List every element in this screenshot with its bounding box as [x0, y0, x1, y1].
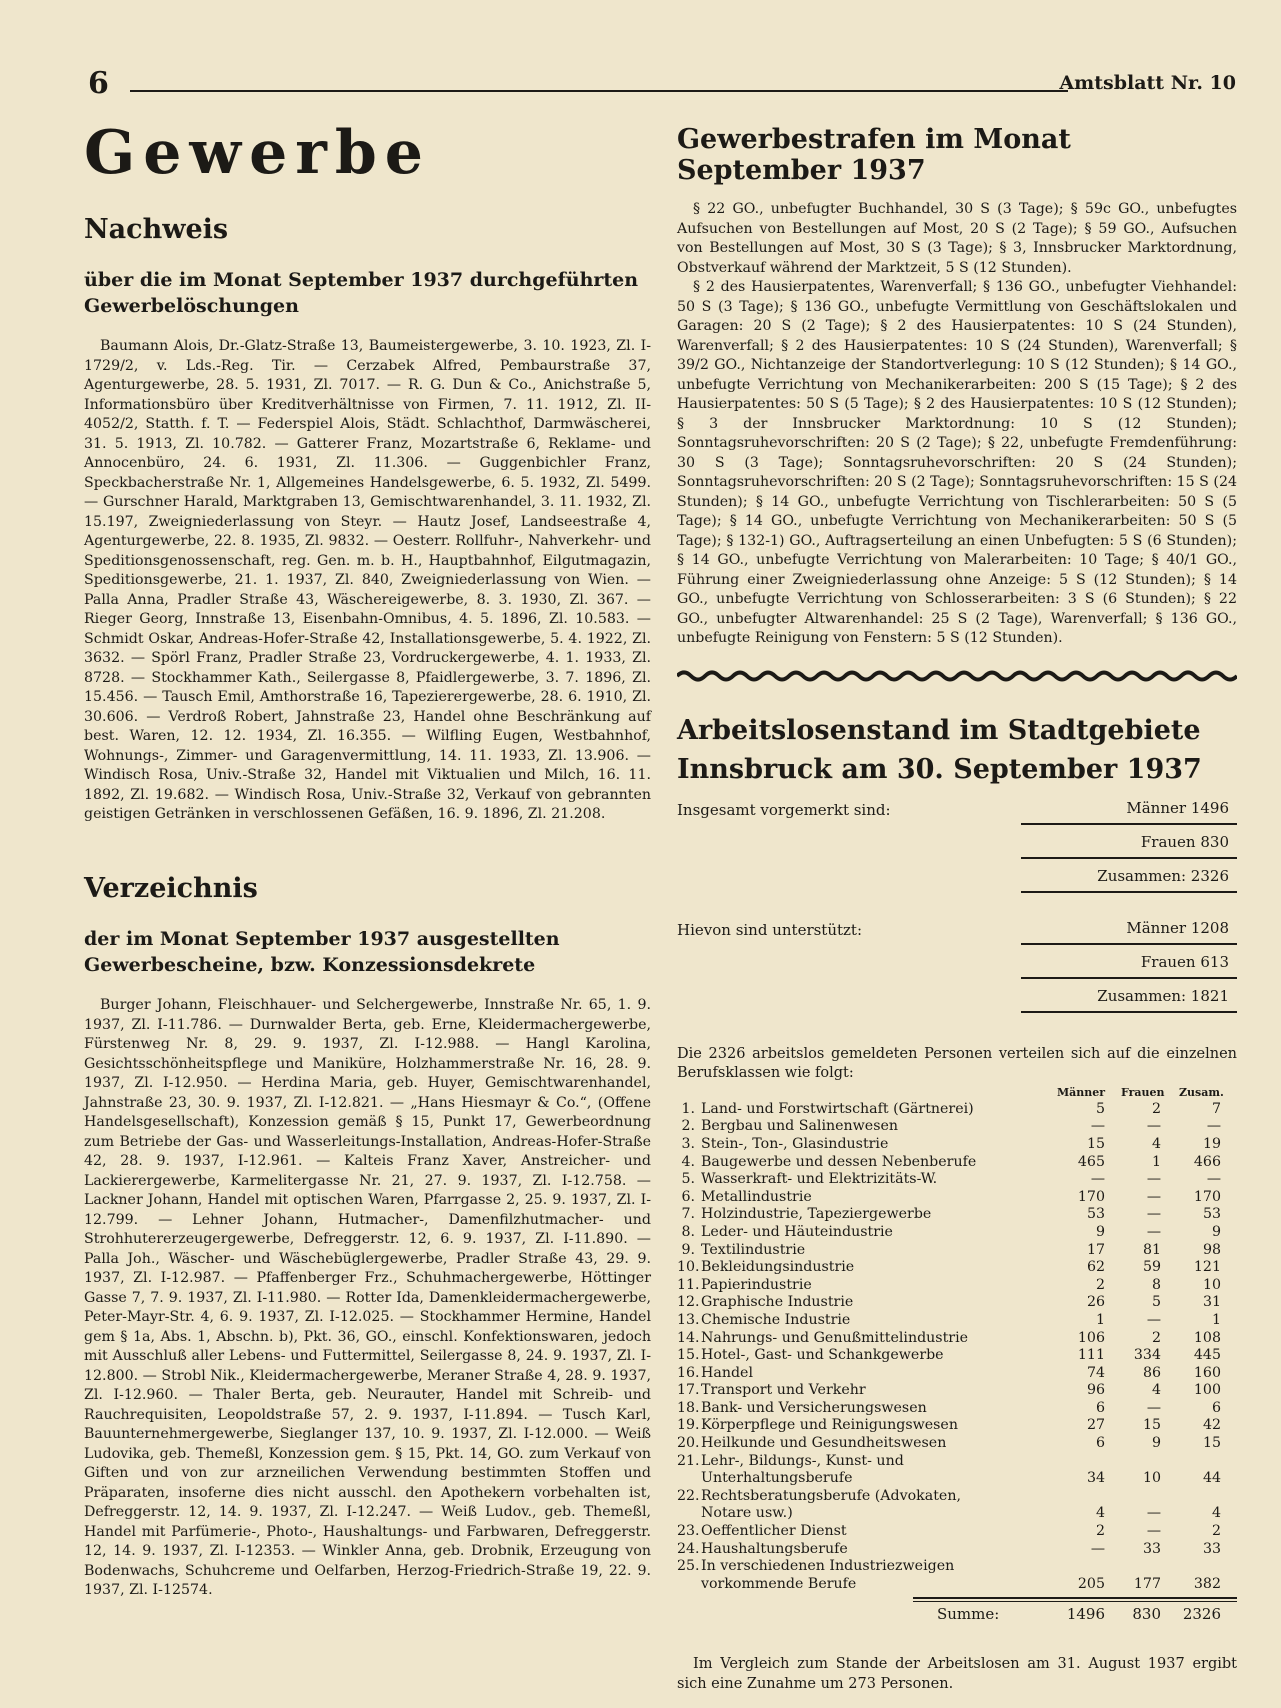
sum-row: Summe: 1496 830 2326	[677, 1597, 1237, 1627]
row-number: 14.	[677, 1329, 700, 1346]
row-zusammen: 445	[1193, 1347, 1221, 1364]
row-occupation: Leder- und Häuteindustrie	[701, 1223, 893, 1240]
row-occupation: Graphische Industrie	[701, 1294, 854, 1311]
table-intro: Die 2326 arbeitslos gemeldeten Personen verteilen sich auf die einzelnen Berufsklassen wie folgt:	[677, 1045, 1237, 1081]
table-row	[677, 1242, 1237, 1260]
stat-block-unterstuetzt	[677, 919, 1237, 1039]
row-occupation: Baugewerbe und dessen Nebenberufe	[701, 1153, 977, 1170]
row-number: 3.	[681, 1135, 695, 1152]
row-number: 5.	[681, 1171, 695, 1188]
row-zusammen: 121	[1193, 1259, 1221, 1276]
row-frauen: 59	[1142, 1259, 1161, 1276]
right-column	[677, 118, 1237, 1694]
row-maenner: 9	[1095, 1223, 1105, 1240]
row-zusammen: —	[1206, 1118, 1221, 1135]
occupation-table	[677, 1101, 1237, 1594]
table-row	[677, 1118, 1237, 1136]
row-frauen: 2	[1151, 1329, 1161, 1346]
table-row	[677, 1224, 1237, 1242]
row-occupation: Heilkunde und Gesundheitswesen	[701, 1435, 947, 1452]
row-frauen: —	[1146, 1206, 1161, 1223]
row-frauen: 81	[1142, 1241, 1161, 1258]
row-zusammen: 9	[1211, 1223, 1221, 1240]
nachweis-heading: Nachweis	[84, 214, 229, 245]
table-row	[677, 1101, 1237, 1119]
row-number: 11.	[677, 1276, 700, 1293]
row-maenner: 1	[1095, 1311, 1105, 1328]
row-frauen: 2	[1151, 1100, 1161, 1117]
row-number: 8.	[681, 1223, 695, 1240]
row-zusammen: 33	[1202, 1540, 1221, 1557]
row-number: 19.	[677, 1417, 700, 1434]
row-occupation: Transport und Verkehr	[701, 1382, 866, 1399]
row-number: 18.	[677, 1399, 700, 1416]
row-number: 24.	[677, 1540, 700, 1557]
nachweis-subheading: über die im Monat September 1937 durchgeführten Gewerbelöschungen	[84, 269, 639, 318]
table-row	[677, 1523, 1237, 1541]
table-row	[677, 1488, 1237, 1523]
strafen-paragraph-1: § 22 GO., unbefugter Buchhandel, 30 S (3 Tage); § 59c GO., unbefugtes Aufsuchen von Bestellungen auf Most, 20 S (2 Tage); § 59 GO., Aufsuchen von Bestellungen auf Most, 30 S (3 Tage); § 3, Innsbrucker Marktordnung, Obstverkauf während der Marktzeit, 5 S (12 Stunden).	[677, 201, 1237, 276]
row-number: 20.	[677, 1435, 700, 1452]
stat-zusammen: Zusammen: 1821	[1021, 981, 1237, 1013]
table-row	[677, 1312, 1237, 1330]
row-maenner: 205	[1077, 1575, 1105, 1592]
page-number: 6	[88, 66, 109, 101]
table-row	[677, 1541, 1237, 1559]
row-maenner: 106	[1077, 1329, 1105, 1346]
stat-label-unterstuetzt: Hievon sind unterstützt:	[677, 920, 863, 939]
table-row	[677, 1453, 1237, 1488]
row-maenner: 26	[1086, 1294, 1105, 1311]
row-frauen: —	[1146, 1505, 1161, 1522]
row-maenner: 27	[1086, 1417, 1105, 1434]
table-row	[677, 1558, 1237, 1593]
row-number: 12.	[677, 1294, 700, 1311]
row-number: 6.	[681, 1188, 695, 1205]
table-row	[677, 1382, 1237, 1400]
stat-maenner: Männer 1496	[1021, 793, 1237, 825]
stat-maenner: Männer 1208	[1021, 913, 1237, 945]
row-occupation: Körperpflege und Reinigungswesen	[701, 1417, 958, 1434]
row-occupation: Oeffentlicher Dienst	[701, 1523, 847, 1540]
row-zusammen: 7	[1211, 1100, 1221, 1117]
row-number: 25.	[677, 1558, 700, 1575]
stat-label-vorgemerkt: Insgesamt vorgemerkt sind:	[677, 800, 891, 819]
table-row	[677, 1171, 1237, 1189]
table-row	[677, 1277, 1237, 1295]
row-maenner: 53	[1086, 1206, 1105, 1223]
row-number: 23.	[677, 1523, 700, 1540]
row-occupation: Bank- und Versicherungswesen	[701, 1399, 927, 1416]
row-zusammen: 100	[1193, 1382, 1221, 1399]
row-number: 21.	[677, 1452, 700, 1469]
header-rule	[130, 90, 1068, 92]
table-row	[677, 1136, 1237, 1154]
row-occupation: Textilindustrie	[701, 1241, 806, 1258]
issue-label: Amtsblatt Nr. 10	[1059, 72, 1236, 94]
row-maenner: 4	[1095, 1505, 1105, 1522]
row-zusammen: 466	[1193, 1153, 1221, 1170]
table-row	[677, 1259, 1237, 1277]
row-maenner: 15	[1086, 1135, 1105, 1152]
table-row	[677, 1206, 1237, 1224]
row-zusammen: 382	[1193, 1575, 1221, 1592]
row-zusammen: 98	[1202, 1241, 1221, 1258]
row-frauen: 86	[1142, 1364, 1161, 1381]
row-maenner: 111	[1077, 1347, 1105, 1364]
row-occupation: Papierindustrie	[701, 1276, 812, 1293]
verzeichnis-heading: Verzeichnis	[84, 872, 258, 904]
row-occupation: Nahrungs- und Genußmittelindustrie	[701, 1329, 968, 1346]
row-frauen: 1	[1151, 1153, 1161, 1170]
row-frauen: 9	[1151, 1435, 1161, 1452]
row-occupation: Bekleidungsindustrie	[701, 1259, 855, 1276]
row-zusammen: 2	[1211, 1523, 1221, 1540]
table-header: Männer Frauen Zusam.	[1057, 1085, 1224, 1099]
row-occupation: Metallindustrie	[701, 1188, 812, 1205]
stat-frauen: Frauen 613	[1021, 947, 1237, 979]
row-frauen: —	[1146, 1188, 1161, 1205]
row-maenner: 6	[1095, 1435, 1105, 1452]
table-row	[677, 1400, 1237, 1418]
row-zusammen: 160	[1193, 1364, 1221, 1381]
row-zusammen: 1	[1211, 1311, 1221, 1328]
row-occupation: Lehr-, Bildungs-, Kunst- und Unterhaltungsberufe	[701, 1452, 904, 1487]
row-number: 15.	[677, 1347, 700, 1364]
row-number: 4.	[681, 1153, 695, 1170]
row-maenner: 170	[1077, 1188, 1105, 1205]
row-frauen: —	[1146, 1118, 1161, 1135]
nachweis-text: Baumann Alois, Dr.-Glatz-Straße 13, Baumeistergewerbe, 3. 10. 1923, Zl. I-1729/2, v. Lds.-Reg. Tir. — Cerzabek Alfred, Pembaurstraße 37, Agenturgewerbe, 28. 5. 1931, Zl. 7017. — R. G. Dun & Co., Anichstraße 5, Informationsbüro über Kreditverhältnisse von Firmen, 7. 11. 1912, Zl. II-4052/2, Statth. f. T. — Federspiel Alois, Städt. Schlachthof, Darmwäscherei, 31. 5. 1913, Zl. 10.782. — Gatterer Franz, Mozartstraße 6, Reklame- und Annocenbüro, 24. 6. 1931, Zl. 11.306. — Guggenbichler Franz, Speckbacherstraße Nr. 1, Allgemeines Handelsgewerbe, 6. 5. 1932, Zl. 5499. — Gurschner Harald, Marktgraben 13, Gemischtwarenhandel, 3. 11. 1932, Zl. 15.197, Zweigniederlassung von Steyr. — Hautz Josef, Landseestraße 4, Agenturgewerbe, 22. 8. 1935, Zl. 9832. — Oesterr. Rollfuhr-, Nahverkehr- und Speditionsgenossenschaft, reg. Gen. m. b. H., Hauptbahnhof, Eilgutmagazin, Speditionsgewerbe, 21. 1. 1937, Zl. 840, Zweigniederlassung von Wien. — Palla Anna, Pradler Straße 43, Wäschereigewerbe, 8. 3. 1930, Zl. 367. — Rieger Georg, Innstraße 13, Eisenbahn-Omnibus, 4. 5. 1896, Zl. 10.583. — Schmidt Oskar, Andreas-Hofer-Straße 42, Installationsgewerbe, 5. 4. 1922, Zl. 3632. — Spörl Franz, Pradler Straße 23, Vordruckergewerbe, 4. 1. 1933, Zl. 8728. — Stockhammer Kath., Seilergasse 8, Pfaidlergewerbe, 3. 7. 1896, Zl. 15.456. — Tausch Emil, Amthorstraße 16, Tapezierergewerbe, 28. 6. 1910, Zl. 30.606. — Verdroß Robert, Jahnstraße 23, Handel ohne Beschränkung auf best. Waren, 12. 12. 1934, Zl. 16.355. — Wilfling Eugen, Westbahnhof, Wohnungs-, Zimmer- und Garagenvermittlung, 14. 11. 1933, Zl. 13.906. — Windisch Rosa, Univ.-Straße 32, Handel mit Viktualien und Milch, 16. 11. 1892, Zl. 19.682. — Windisch Rosa, Univ.-Straße 32, Verkauf von gebrannten geistigen Getränken in verschlossenen Gefäßen, 16. 9. 1896, Zl. 21.208.	[84, 338, 651, 823]
row-frauen: 15	[1142, 1417, 1161, 1434]
table-row	[677, 1330, 1237, 1348]
row-number: 22.	[677, 1487, 700, 1504]
row-maenner: 96	[1086, 1382, 1105, 1399]
row-maenner: 17	[1086, 1241, 1105, 1258]
verzeichnis-subheading: der im Monat September 1937 ausgestellten Gewerbescheine, bzw. Konzessionsdekrete	[84, 927, 560, 977]
row-frauen: 33	[1142, 1540, 1161, 1557]
row-occupation: Hotel-, Gast- und Schankgewerbe	[701, 1347, 944, 1364]
row-maenner: —	[1090, 1540, 1105, 1557]
row-occupation: In verschiedenen Industriezweigen vorkommende Berufe	[701, 1558, 955, 1592]
table-row	[677, 1154, 1237, 1172]
strafen-heading: Gewerbestrafen im Monat September 1937	[677, 124, 1071, 186]
row-zusammen: 44	[1202, 1470, 1221, 1487]
arbeitslosen-heading: Arbeitslosenstand im Stadtgebiete Innsbruck am 30. September 1937	[677, 714, 1202, 785]
row-maenner: 74	[1086, 1364, 1105, 1381]
row-number: 16.	[677, 1364, 700, 1381]
row-zusammen: 108	[1193, 1329, 1221, 1346]
row-maenner: 34	[1086, 1470, 1105, 1487]
row-frauen: 4	[1151, 1135, 1161, 1152]
row-frauen: 334	[1133, 1347, 1161, 1364]
row-occupation: Stein-, Ton-, Glasindustrie	[701, 1135, 889, 1152]
row-zusammen: —	[1206, 1171, 1221, 1188]
row-frauen: 177	[1133, 1575, 1161, 1592]
section-title: Gewerbe	[84, 118, 431, 188]
stat-block-vorgemerkt	[677, 799, 1237, 919]
row-frauen: —	[1146, 1171, 1161, 1188]
row-zusammen: 6	[1211, 1399, 1221, 1416]
row-zusammen: 4	[1211, 1505, 1221, 1522]
row-number: 10.	[677, 1259, 700, 1276]
row-occupation: Bergbau und Salinenwesen	[701, 1118, 899, 1135]
row-maenner: 2	[1095, 1276, 1105, 1293]
row-occupation: Rechtsberatungsberufe (Advokaten, Notare usw.)	[701, 1487, 961, 1522]
table-row	[677, 1365, 1237, 1383]
page-header	[88, 66, 1236, 100]
row-zusammen: 31	[1202, 1294, 1221, 1311]
row-occupation: Land- und Forstwirtschaft (Gärtnerei)	[701, 1100, 974, 1117]
row-maenner: —	[1090, 1171, 1105, 1188]
table-row	[677, 1294, 1237, 1312]
row-zusammen: 170	[1193, 1188, 1221, 1205]
row-maenner: —	[1090, 1118, 1105, 1135]
row-zusammen: 15	[1202, 1435, 1221, 1452]
row-maenner: 6	[1095, 1399, 1105, 1416]
row-zusammen: 19	[1202, 1135, 1221, 1152]
strafen-paragraph-2: § 2 des Hausierpatentes, Warenverfall; § 136 GO., unbefugter Viehhandel: 50 S (3 Tage); § 136 GO., unbefugte Vermittlung von Geschäftslokalen und Garagen: 20 S (2 Tage); § 2 des Hausierpatentes: 10 S (24 Stunden), Warenverfall; § 2 des Hausierpatentes: 10 S (24 Stunden), Warenverfall; § 39/2 GO., Nichtanzeige der Standortverlegung: 10 S (12 Stunden); § 14 GO., unbefugte Verrichtung von Mechanikerarbeiten: 200 S (15 Tage); § 2 des Hausierpatentes: 50 S (5 Tage); § 2 des Hausierpatentes: 10 S (12 Stunden); § 3 der Innsbrucker Marktordnung: 10 S (12 Stunden); Sonntagsruhevorschriften: 20 S (2 Tage); § 22, unbefugte Fremdenführung: 30 S (3 Tage); Sonntagsruhevorschriften: 20 S (24 Stunden); Sonntagsruhevorschriften: 20 S (2 Tage); Sonntagsruhevorschriften: 15 S (24 Stunden); § 14 GO., unbefugte Verrichtung von Tischlerarbeiten: 50 S (5 Tage); § 14 GO., unbefugte Verrichtung von Mechanikerarbeiten: 50 S (5 Tage); § 132-1) GO., Auftragserteilung an einen Unbefugten: 5 S (6 Stunden); § 14 GO., unbefugte Verrichtung von Malerarbeiten: 10 Tage; § 40/1 GO., Führung einer Zweigniederlassung ohne Anzeige: 5 S (12 Stunden); § 14 GO., unbefugte Verrichtung von Schlosserarbeiten: 3 S (6 Stunden); § 22 GO., unbefugter Altwarenhandel: 25 S (2 Tage), Warenverfall; § 136 GO., unbefugte Reinigung von Fenstern: 5 S (12 Stunden).	[677, 279, 1237, 646]
verzeichnis-text: Burger Johann, Fleischhauer- und Selchergewerbe, Innstraße Nr. 65, 1. 9. 1937, Zl. I-11.786. — Durnwalder Berta, geb. Erne, Kleidermachergewerbe, Fürstenweg Nr. 8, 29. 9. 1937, Zl. I-12.988. — Hangl Karolina, Gesichtsschönheitspflege und Maniküre, Holzhammerstraße Nr. 16, 28. 9. 1937, Zl. I-12.950. — Herdina Maria, geb. Huyer, Gemischtwarenhandel, Jahnstraße 23, 30. 9. 1937, Zl. I-12.821. — „Hans Hiesmayr & Co.“, (Offene Handelsgesellschaft), Konzession gemäß § 15, Punkt 17, Gewerbeordnung zum Betriebe der Gas- und Wasserleitungs-Installation, Andreas-Hofer-Straße 42, 28. 9. 1937, I-12.961. — Kalteis Franz Xaver, Anstreicher- und Lackierergewerbe, Karmelitergasse Nr. 21, 27. 9. 1937, Zl. I-12.758. — Lackner Johann, Handel mit optischen Waren, Pfarrgasse 2, 25. 9. 1937, Zl. I-12.799. — Lehner Johann, Hutmacher-, Damenfilzhutmacher- und Strohhutererzeugergewerbe, Defreggerstr. 12, 6. 9. 1937, Zl. I-11.890. — Palla Joh., Wäscher- und Wäschebüglergewerbe, Pradler Straße 43, 29. 9. 1937, Zl. I-12.987. — Pfaffenberger Frz., Schuhmachergewerbe, Höttinger Gasse 7, 7. 9. 1937, Zl. I-11.980. — Rotter Ida, Damenkleidermachergewerbe, Peter-Mayr-Str. 4, 6. 9. 1937, Zl. I-12.025. — Stockhammer Hermine, Handel gem § 1a, Abs. 1, Abschn. b), Pkt. 36, GO., einschl. Konfektionswaren, jedoch mit Ausschluß aller Lebens- und Futtermittel, Seilergasse 8, 24. 9. 1937, Zl. I-12.800. — Strobl Nik., Kleidermachergewerbe, Meraner Straße 4, 28. 9. 1937, Zl. I-12.960. — Thaler Berta, geb. Neurauter, Handel mit Schreib- und Rauchrequisiten, Leopoldstraße 57, 2. 9. 1937, I-11.894. — Tusch Karl, Bauunternehmergewerbe, Sieglanger 137, 10. 9. 1937, Zl. I-12.000. — Weiß Ludovika, geb. Themeßl, Konzession gem. § 15, Pkt. 14, GO. zum Verkauf von Giften und von zur arzneilichen Verwendung bestimmten Stoffen und Präparaten, insoferne dies nicht ausschl. den Apothekern vorbehalten ist, Defreggerstr. 12, 14. 9. 1937, Zl. I-12.247. — Weiß Ludov., geb. Themeßl, Handel mit Parfümerie-, Photo-, Haushaltungs- und Farbwaren, Defreggerstr. 12, 14. 9. 1937, Zl. I-12353. — Winkler Anna, geb. Drobnik, Erzeugung von Bodenwachs, Schuhcreme und Oelfarben, Herzog-Friedrich-Straße 19, 22. 9. 1937, Zl. I-12574.	[84, 997, 651, 1599]
row-occupation: Holzindustrie, Tapeziergewerbe	[701, 1206, 932, 1223]
comparison-note: Im Vergleich zum Stande der Arbeitslosen am 31. August 1937 ergibt sich eine Zunahme um 273 Personen.	[677, 1656, 1237, 1692]
stat-frauen: Frauen 830	[1021, 827, 1237, 859]
row-zusammen: 53	[1202, 1206, 1221, 1223]
row-zusammen: 10	[1202, 1276, 1221, 1293]
row-occupation: Wasserkraft- und Elektrizitäts-W.	[701, 1171, 938, 1188]
row-number: 2.	[681, 1118, 695, 1135]
row-maenner: 5	[1095, 1100, 1105, 1117]
row-frauen: 8	[1151, 1276, 1161, 1293]
stat-zusammen: Zusammen: 2326	[1021, 861, 1237, 893]
row-frauen: 10	[1142, 1470, 1161, 1487]
row-number: 9.	[681, 1241, 695, 1258]
row-frauen: —	[1146, 1399, 1161, 1416]
row-maenner: 2	[1095, 1523, 1105, 1540]
row-zusammen: 42	[1202, 1417, 1221, 1434]
row-frauen: —	[1146, 1311, 1161, 1328]
row-maenner: 62	[1086, 1259, 1105, 1276]
row-occupation: Chemische Industrie	[701, 1311, 851, 1328]
row-number: 17.	[677, 1382, 700, 1399]
row-number: 13.	[677, 1311, 700, 1328]
row-number: 7.	[681, 1206, 695, 1223]
row-frauen: —	[1146, 1523, 1161, 1540]
table-row	[677, 1347, 1237, 1365]
left-column	[84, 118, 651, 1601]
table-row	[677, 1189, 1237, 1207]
table-row	[677, 1435, 1237, 1453]
row-frauen: —	[1146, 1223, 1161, 1240]
row-number: 1.	[681, 1100, 695, 1117]
row-occupation: Haushaltungsberufe	[701, 1540, 848, 1557]
wavy-divider	[677, 669, 1237, 683]
row-maenner: 465	[1077, 1153, 1105, 1170]
table-row	[677, 1417, 1237, 1435]
row-frauen: 4	[1151, 1382, 1161, 1399]
row-frauen: 5	[1151, 1294, 1161, 1311]
row-occupation: Handel	[701, 1364, 753, 1381]
